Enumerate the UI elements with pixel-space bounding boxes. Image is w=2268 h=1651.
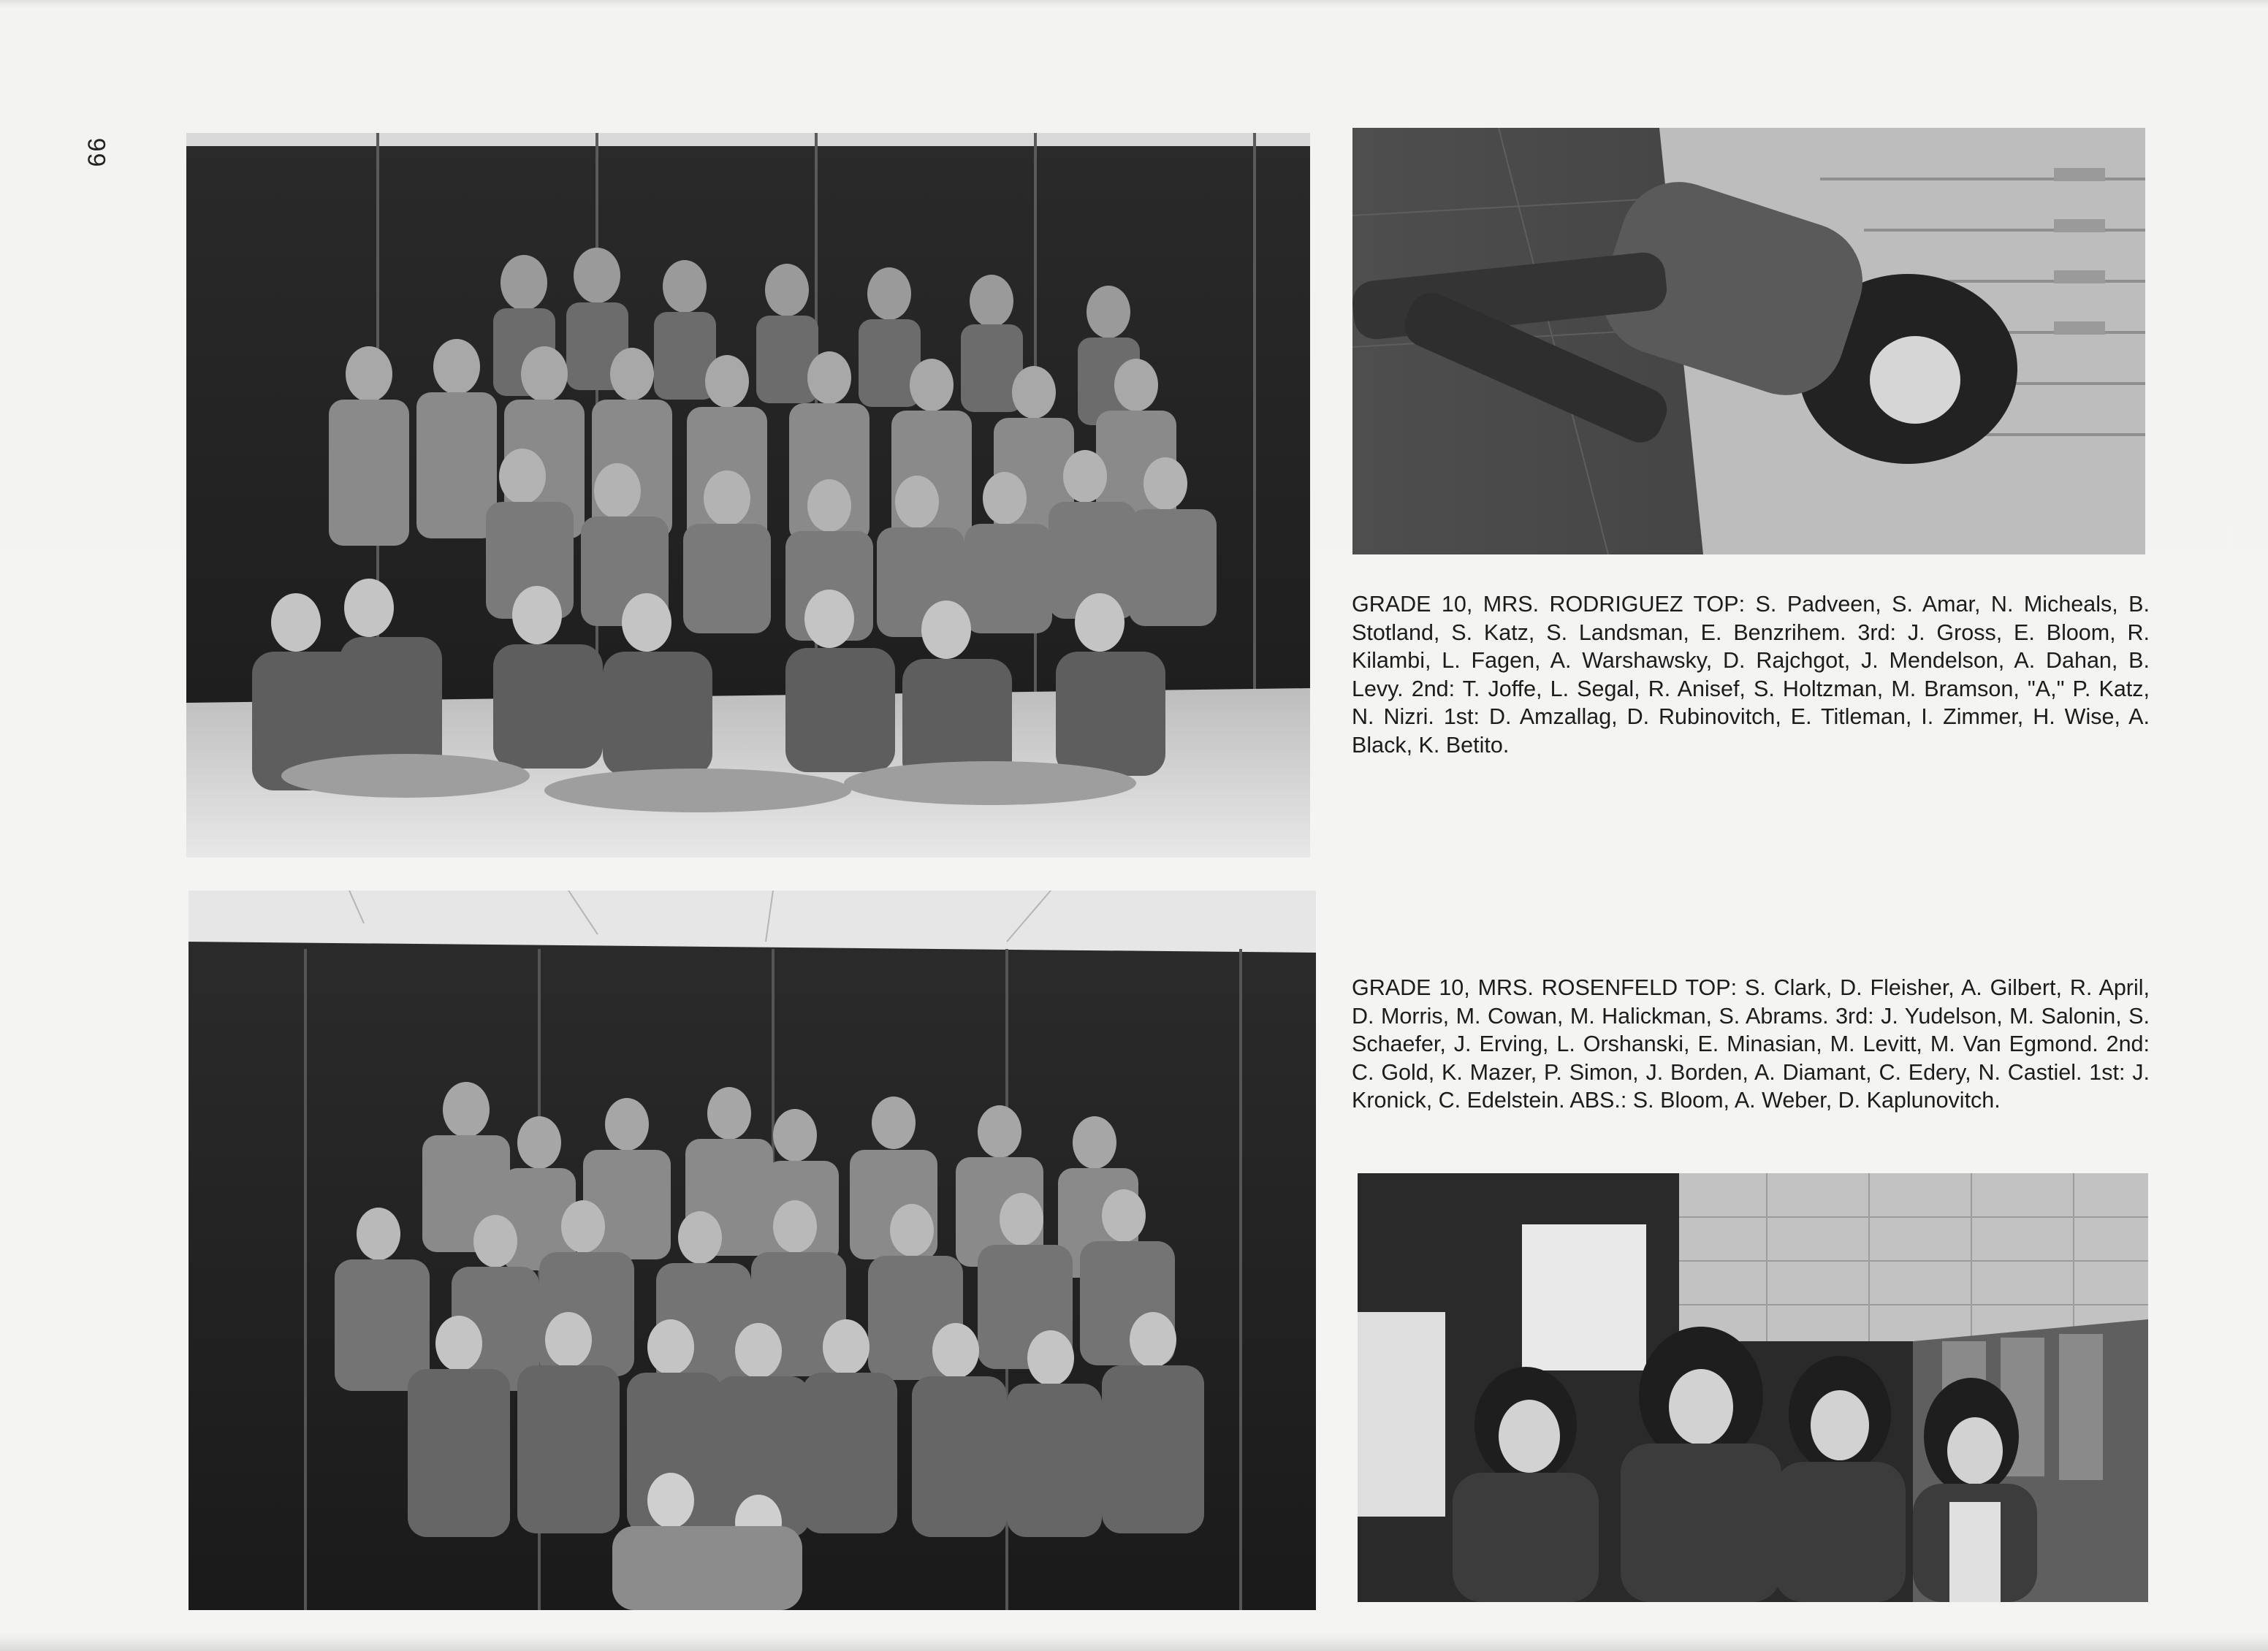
- photo-students-clothing-rack: [1358, 1173, 2148, 1602]
- clothing-rack-photo-image: [1358, 1173, 2148, 1602]
- photo-grade10-rosenfeld: [189, 891, 1316, 1610]
- photo-grade10-rodriguez: [186, 133, 1310, 858]
- photo-student-lockers: [1352, 128, 2145, 554]
- lockers-photo-image: [1352, 128, 2145, 554]
- page-number: 99: [82, 137, 110, 169]
- group-photo-image: [186, 133, 1310, 858]
- group-photo-image: [189, 891, 1316, 1610]
- caption-grade10-rosenfeld: GRADE 10, MRS. ROSENFELD TOP: S. Clark, D. Fleisher, A. Gilbert, R. April, D. Morris, M. Cowan, M. Halickman, S. Abrams. 3rd: J. Yudelson, M. Salonin, S. Schaefer, J. Erving, L. Orshanski, E. Minasian, M. Levitt, M. Van Egmond. 2nd: C. Gold, K. Mazer, P. Simon, J. Borden, A. Diamant, C. Edery, N. Castiel. 1st: J. Kronick, C. Edelstein. ABS.: S. Bloom, A. Weber, D. Kaplunovitch.: [1352, 975, 2150, 1113]
- caption-grade10-rodriguez: GRADE 10, MRS. RODRIGUEZ TOP: S. Padveen, S. Amar, N. Micheals, B. Stotland, S. Katz, S. Landsman, E. Benzrihem. 3rd: J. Gross, E. Bloom, R. Kilambi, L. Fagen, A. Warshawsky, D. Rajchgot, J. Mendelson, A. Dahan, B. Levy. 2nd: T. Joffe, L. Segal, R. Anisef, S. Holtzman, M. Bramson, "A," P. Katz, N. Nizri. 1st: D. Amzallag, D. Rubinovitch, E. Titleman, I. Zimmer, H. Wise, A. Black, K. Betito.: [1352, 592, 2150, 758]
